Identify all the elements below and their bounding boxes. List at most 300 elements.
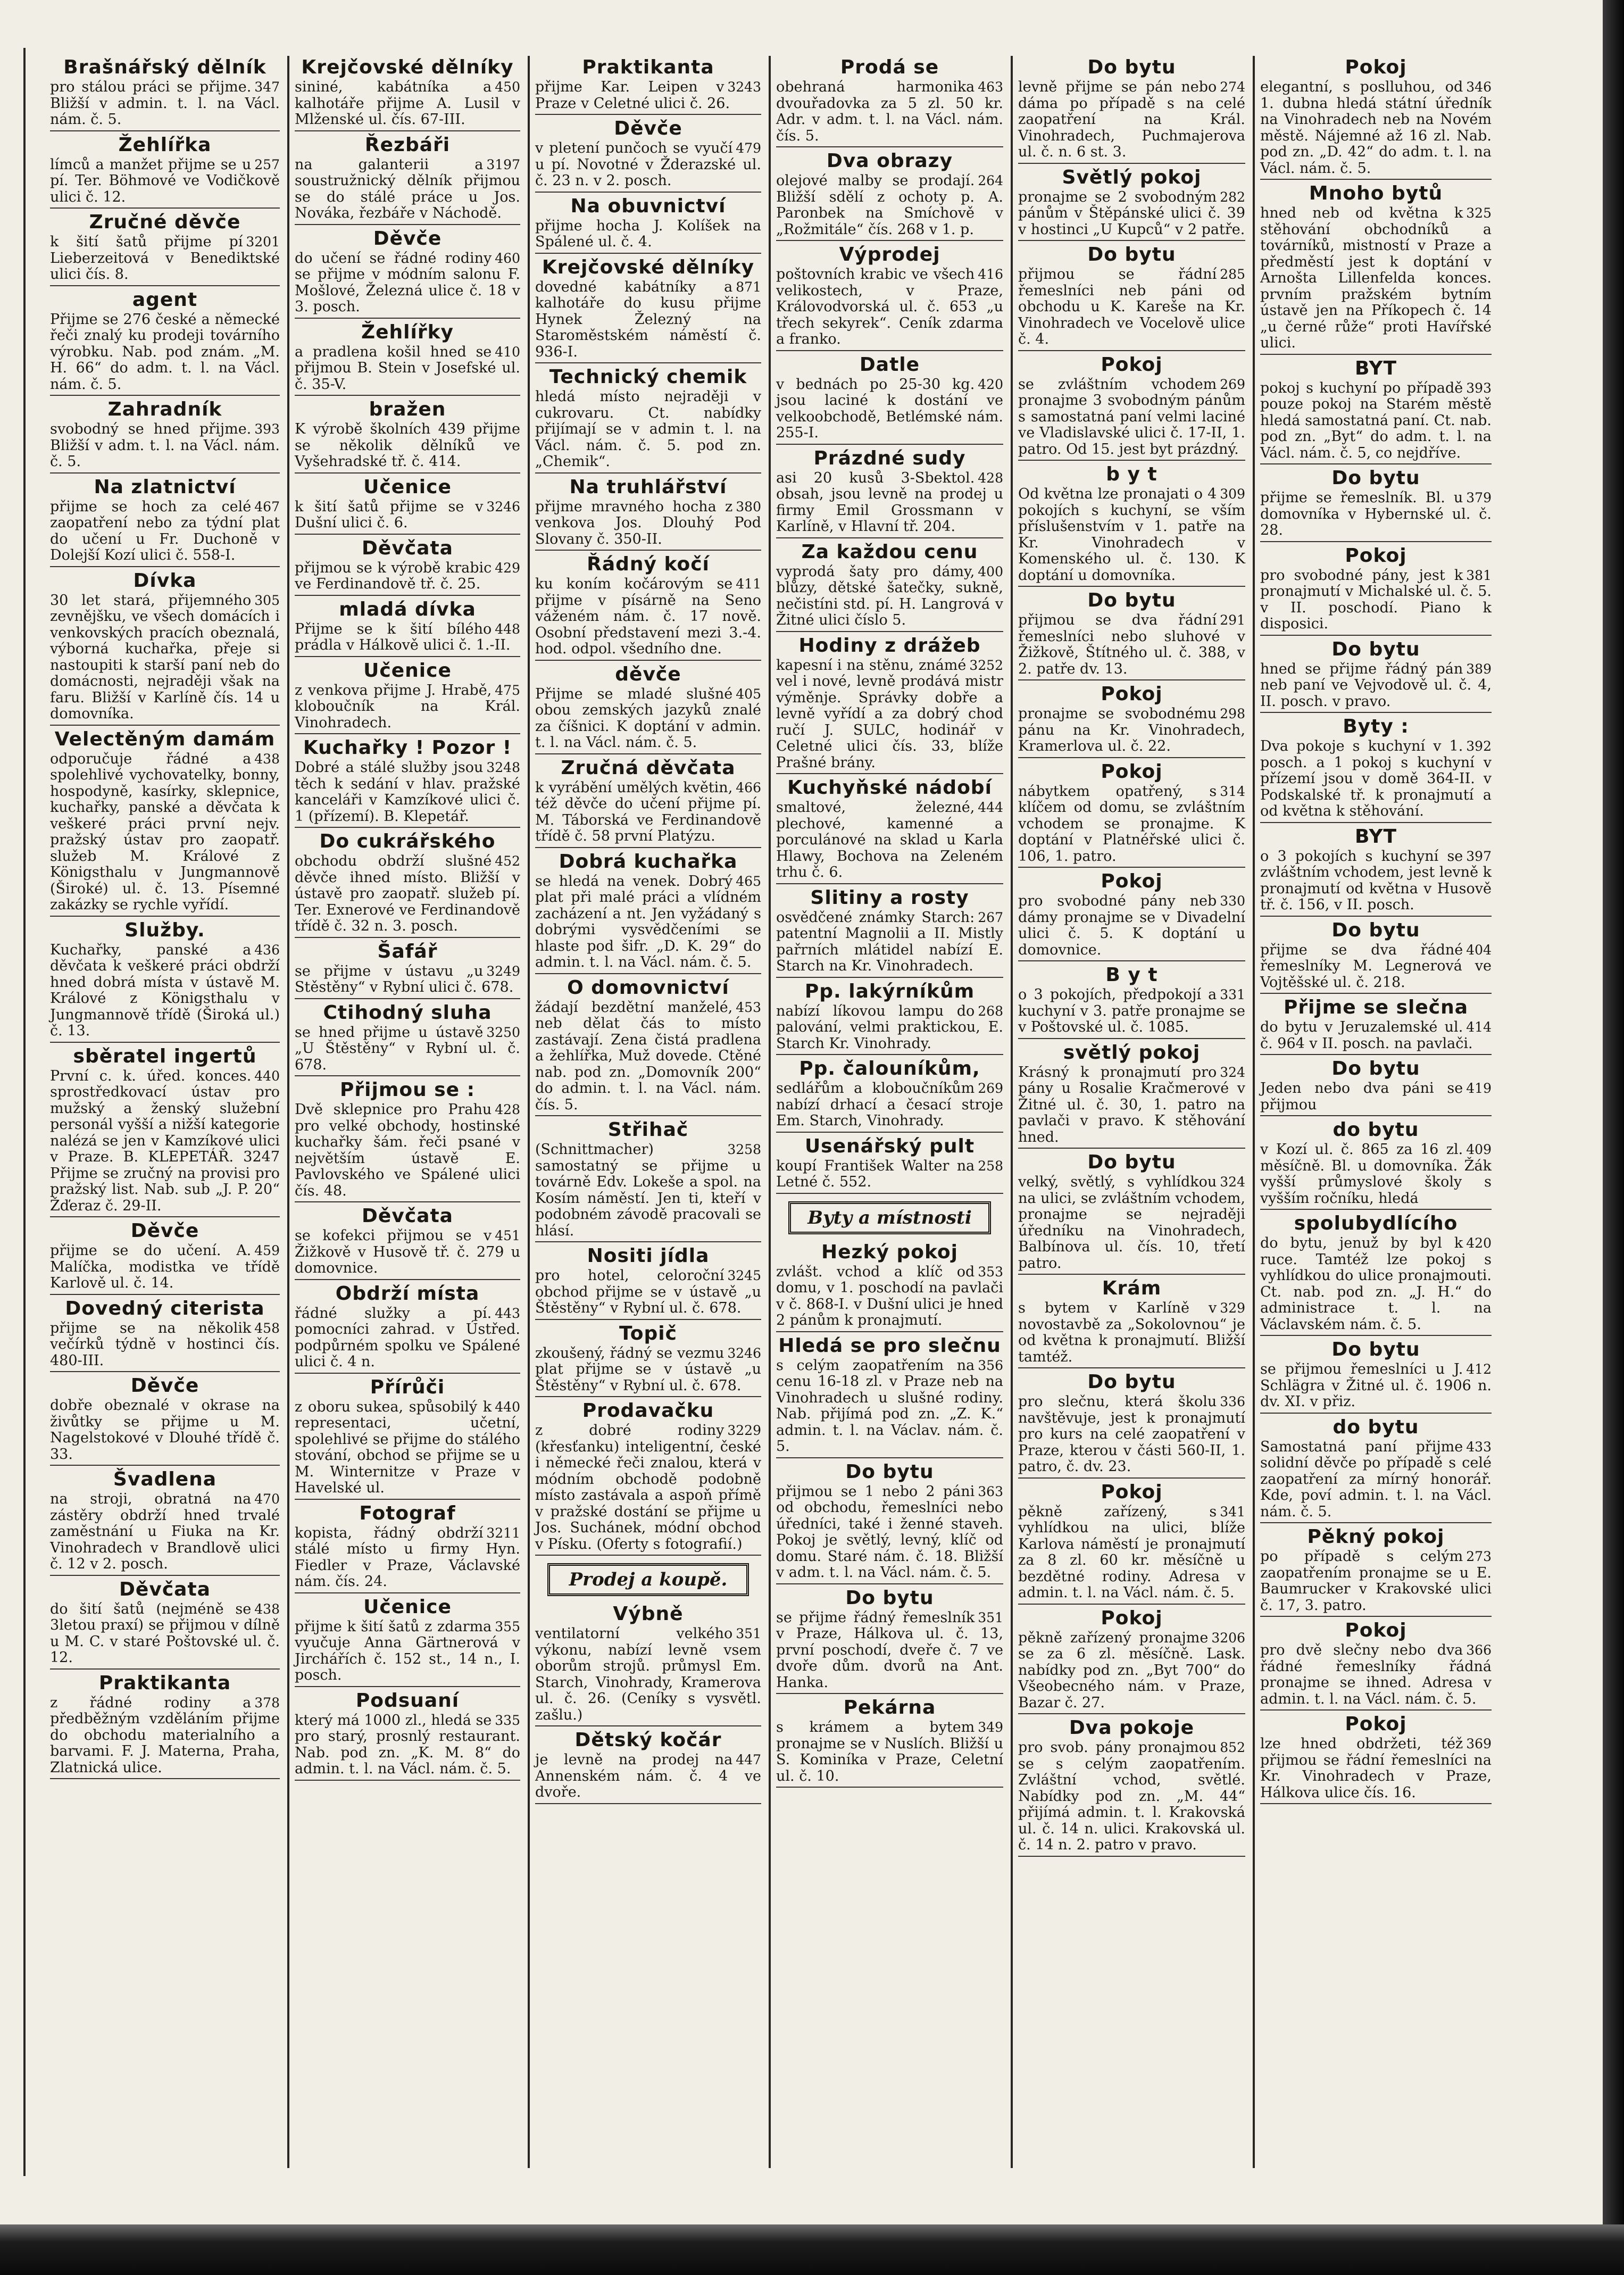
- ad-text: 460 do učení se řádné rodiny se přijme v módním salonu F. Mošlové, Železná ulice č. 18 v 3. posch.: [295, 250, 520, 315]
- ad-text: 405 Přijme se mladé slušné obou zemských jazyků znalé za číšnici. K doptání v admin. t. l. na Václ. nám. č. 5.: [535, 685, 761, 751]
- ad-heading: Děvče: [614, 118, 682, 139]
- classified-ad: [535, 1246, 761, 1320]
- classified-ad: [1260, 358, 1492, 465]
- ad-text: 274 levně přijme se pán nebo dáma po případě s na celé zaopatření na Král. Vinohradech, Puchmajerova ul. č. n. 6 st. 3.: [1018, 79, 1245, 160]
- classified-ad: [1018, 464, 1245, 587]
- classified-ad: [1018, 965, 1245, 1039]
- ad-number: 3243: [727, 79, 761, 95]
- classified-ad: [1260, 639, 1492, 713]
- ad-number: 433: [1466, 1439, 1492, 1455]
- ad-heading: Do bytu: [1331, 1339, 1420, 1360]
- ad-number: 309: [1220, 486, 1245, 502]
- ad-heading: Prázdné sudy: [813, 447, 966, 469]
- ad-text: 440 První c. k. úřed. konces. sprostředkovací ústav pro mužský a ženský služební personál vyšší a nižší kategorie nalézá se jen v Kamzíkové ulici v Praze. B. KLEPETÁŘ. 3247 Přijme se zručný na provisi pro pražský list. Nab. sub „J. P. 20“ Žďeraz č. 29-II.: [50, 1067, 280, 1214]
- ad-heading: Šafář: [377, 940, 438, 962]
- classified-ad: [1260, 920, 1492, 994]
- ad-text: 475 z venkova přijme J. Hrabě, kloboučník na Král. Vinohradech.: [295, 682, 520, 731]
- ad-number: 3250: [486, 1024, 520, 1040]
- classified-ad: [1018, 57, 1245, 164]
- ad-heading: Pokoj: [1101, 1481, 1163, 1503]
- ad-number: 412: [1466, 1361, 1492, 1377]
- classified-ad: [1018, 684, 1245, 758]
- ad-number: 420: [1466, 1235, 1492, 1251]
- ad-number: 264: [978, 173, 1003, 188]
- ad-number: 393: [254, 421, 280, 437]
- ad-heading: Na zlatnictví: [94, 476, 236, 498]
- column-6: [1257, 56, 1499, 2168]
- ad-heading: Pp. čalouníkům,: [799, 1058, 980, 1080]
- classified-ad: [1260, 183, 1492, 355]
- ad-text: 379 přijme se řemeslník. Bl. u domovníka v Hybernské ul. č. 28.: [1260, 489, 1492, 538]
- ad-text: 369 lze hned obdržeti, též přijmou se řádní řemeslníci na Kr. Vinohradech v Praze, Hálkova ulice čís. 16.: [1260, 1736, 1492, 1801]
- ad-text: 3258 (Schnittmacher) samostatný se přijme u továrně Edv. Lokeše a spol. na Kosím náměstí. Jen ti, kteří v podobném závodě pracovali se hlásí.: [535, 1141, 761, 1239]
- ad-text: 393 svobodný se hned přijme. Bližší v adm. t. l. na Václ. nám. č. 5.: [50, 421, 280, 470]
- ad-text: 429 přijmou se k výrobě krabic ve Ferdinandově tř. č. 25.: [295, 559, 520, 592]
- ad-heading: Do bytu: [845, 1587, 934, 1609]
- ad-text: 282 pronajme se 2 svobodným pánům v Štěpánské ulici č. 39 v hostinci „U Kupců“ v 2 patře.: [1018, 188, 1245, 238]
- classified-ad: [535, 1604, 761, 1726]
- ad-heading: BYT: [1354, 825, 1397, 848]
- ad-number: 378: [254, 1695, 280, 1711]
- classified-ad: [50, 1469, 280, 1576]
- classified-ad: [776, 1136, 1003, 1194]
- ad-text: 458 přijme se na několik večírků týdně v hostinci čís. 480-III.: [50, 1319, 280, 1369]
- classified-ad: [1018, 1608, 1245, 1715]
- ad-text: 331 o 3 pokojích, předpokojí a kuchyní v 3. patře pronajme se v Poštovské ul. č. 1085.: [1018, 986, 1245, 1035]
- ad-number: 305: [254, 592, 280, 608]
- ad-heading: do bytu: [1332, 1416, 1419, 1438]
- ad-number: 397: [1466, 848, 1492, 864]
- ad-text: 3252 kapesní i na stěnu, známé vel i nové, levně prodává mistr výměnje. Správky dobře a levně vyřídí a za dobrý chod ručí J. SULC, hodinář v Celetné ulici čís. 33, blíže Prašné brány.: [776, 657, 1003, 771]
- ad-number: 429: [495, 560, 520, 576]
- ad-text: 309 Od května lze pronajati o 4 pokojích s kuchyní, se vším příslušenstvím v 1. patře na Kr. Vinohradech v Komenského ul. č. 130. K doptání u domovníka.: [1018, 486, 1245, 584]
- ad-text: 258 koupí František Walter na Letné č. 552.: [776, 1157, 1003, 1190]
- classified-ad: [295, 737, 520, 828]
- ad-text: 470 na stroji, obratná na zástěry obdrží hned trvalé zaměstnání u Fiuka na Kr. Vinohradech v Brandlově ulici č. 12 v 2. posch.: [50, 1491, 280, 1572]
- ad-number: 381: [1466, 567, 1492, 583]
- classified-ad: [1260, 1058, 1492, 1116]
- ad-text: 380 přijme mravného hocha z venkova Jos. Dlouhý Pod Slovany č. 350-II.: [535, 498, 761, 547]
- ad-heading: Pokoj: [1345, 1620, 1407, 1641]
- ad-heading: Za každou cenu: [801, 541, 978, 563]
- ad-number: 335: [495, 1712, 520, 1728]
- ad-text: 314 nábytkem opatřený, s klíčem od domu, se zvláštním vchodem se pronajme. K doptání v Platnéřské ulici č. 106, 1. patro.: [1018, 783, 1245, 865]
- ad-heading: Do bytu: [1087, 1371, 1176, 1393]
- column-5: [1015, 56, 1255, 2168]
- ad-text: 257 límců a manžet přijme se u pí. Ter. Böhmové ve Vodičkově ulici č. 12.: [50, 156, 280, 205]
- ad-text: 3211 kopista, řádný obdrží stálé místo u firmy Hyn. Fiedler v Praze, Václavské nám. čís. 24.: [295, 1524, 520, 1590]
- ad-number: 356: [978, 1357, 1003, 1373]
- ad-number: 257: [254, 156, 280, 172]
- ad-text: 465 se hledá na venek. Dobrý plat při malé práci a vlídném zacházení a nt. Jen vyžádaný s dobrými vysvědčeními se hlaste pod šifr. „D. K. 29“ do admin. t. l. na Václ. nám. č. 5.: [535, 873, 761, 970]
- classified-ad: [535, 1400, 761, 1556]
- ad-number: 450: [495, 79, 520, 95]
- ad-text: 355 přijme k šití šatů z zdarma vyučuje Anna Gärtnerová v Jirchářích č. 152 st., 14 n., I. posch.: [295, 1618, 520, 1683]
- classified-ad: [1260, 1620, 1492, 1711]
- classified-ad: [776, 1058, 1003, 1133]
- classified-ad: [776, 151, 1003, 241]
- ad-heading: Na obuvnictví: [570, 195, 726, 217]
- classified-ad: [295, 831, 520, 938]
- ad-number: 380: [736, 499, 761, 514]
- classified-ad: [50, 1375, 280, 1466]
- ad-text: 363 přijmou se 1 nebo 2 páni od obchodu, řemeslníci nebo úředníci, také i ženné staveh. Pokoj je světlý, levný, klíč od domu. Staré nám. č. 18. Bližší v adm. t. l. na Václ. nám. č. 5.: [776, 1483, 1003, 1581]
- ad-text: 3197 na galanterii a soustružnický dělník přijmou se do stálé práce u Jos. Nováka, řezbáře v Náchodě.: [295, 156, 520, 221]
- classified-ad: [1260, 997, 1492, 1055]
- ad-text: 852 pro svob. pány pronajmou se s celým zaopatřením. Zvláštní vchod, světlé. Nabídky pod zn. „M. 44“ přijímá admin. t. l. Krakovská ul. č. 14 n. ulici. Krakovská ul. č. 14 n. 2. patro v pravo.: [1018, 1739, 1245, 1853]
- ad-text: 392 Dva pokoje s kuchyní v 1. posch. a 1 pokoj s kuchyní v přízemí jsou v domě 364-II. v Podskalské tř. k pronajmutí a od května k stěhování.: [1260, 738, 1492, 819]
- ad-number: 349: [978, 1720, 1003, 1735]
- classified-ad: [776, 635, 1003, 775]
- classified-ad: [1018, 1482, 1245, 1605]
- ad-text: 419 Jeden nebo dva páni se přijmou: [1260, 1080, 1492, 1113]
- column-2: [292, 56, 530, 2168]
- ad-text: přijme hocha J. Kolíšek na Spálené ul. č. 4.: [535, 217, 761, 250]
- ad-text: dobře obeznalé v okrase na živůtky se přijme u M. Nagelstokové v Dlouhé třídě č. 33.: [50, 1397, 280, 1463]
- ad-number: 336: [1220, 1394, 1245, 1409]
- ad-number: 453: [736, 999, 761, 1015]
- classified-ad: [1260, 1213, 1492, 1336]
- ad-number: 409: [1466, 1142, 1492, 1157]
- ad-heading: Pokoj: [1101, 870, 1163, 892]
- ad-number: 324: [1220, 1064, 1245, 1080]
- ad-number: 331: [1220, 987, 1245, 1002]
- ad-text: K výrobě školních 439 přijme se několik dělníků ve Vyšehradské tř. č. 414.: [295, 421, 520, 470]
- ad-heading: Do bytu: [845, 1460, 934, 1483]
- classified-ad: [1018, 167, 1245, 242]
- classified-ad: [50, 477, 280, 567]
- ad-heading: b y t: [1106, 463, 1157, 485]
- ad-heading: Topič: [619, 1322, 677, 1344]
- ad-heading: Zručné děvče: [89, 211, 241, 233]
- ad-heading: Obdrží místa: [335, 1282, 480, 1305]
- ad-number: 389: [1466, 661, 1492, 677]
- ad-heading: Řádný kočí: [587, 553, 710, 575]
- ad-text: 451 se kofekci přijmou se v Žižkově v Husově tř. č. 279 u domovnice.: [295, 1227, 520, 1276]
- ad-number: 341: [1220, 1504, 1245, 1520]
- classified-ad: [776, 777, 1003, 884]
- classified-columns: [47, 56, 1589, 2168]
- ad-heading: Technický chemik: [549, 366, 747, 388]
- classified-ad: [776, 887, 1003, 978]
- classified-ad: [50, 729, 280, 917]
- ad-text: 3206 pěkně zařízený pronajme se za 6 zl. měsíčně. Lask. nabídky pod zn. „Byt 700“ do Všeobecného nám. v Praze, Bazar č. 27.: [1018, 1629, 1245, 1711]
- ad-heading: bražen: [369, 398, 446, 420]
- classified-ad: [295, 538, 520, 596]
- classified-ad: [1260, 1339, 1492, 1414]
- ad-number: 419: [1466, 1081, 1492, 1096]
- ad-number: 463: [978, 79, 1003, 95]
- ad-text: 305 30 let stará, přijemného zevnějšku, ve všech domácích i venkovských pracích obeznalá, výborná kuchařka, přeje si nastoupiti k starší paní neb do domácnosti, nejraději však na faru. Bližší v Karlíně čís. 14 u domovníka.: [50, 592, 280, 722]
- classified-ad: [1260, 716, 1492, 823]
- classified-ad: [776, 1697, 1003, 1788]
- ad-text: 356 s celým zaopatřením na cenu 16-18 zl. v Praze neb na Vinohradech u slušné rodiny. Nab. přijímá pod zn. „Z. K.“ admin. t. l. na Václav. nám. č. 5.: [776, 1357, 1003, 1455]
- ad-heading: agent: [132, 288, 198, 311]
- classified-ad: [776, 57, 1003, 147]
- ad-heading: Přijmou se :: [340, 1079, 475, 1101]
- ad-number: 438: [254, 751, 280, 767]
- ad-text: 336 pro slečnu, která školu navštěvuje, jest k pronajmutí pro kurs na celé zaopatření v Praze, kterou v části 560-II, 1. patro, č. dv. 23.: [1018, 1393, 1245, 1475]
- classified-ad: [535, 257, 761, 364]
- left-margin-rule: [23, 48, 26, 2176]
- ad-heading: děvče: [615, 663, 681, 685]
- ad-heading: Velectěným damám: [54, 728, 276, 750]
- ad-number: 448: [495, 621, 520, 637]
- ad-text: 440 z oboru sukea, spůsobilý k representaci, učetní, spolehlivé se přijme do stálého stování, obchod se přijme se u M. Winternitze v Praze v Havelské ul.: [295, 1398, 520, 1496]
- ad-heading: Nositi jídla: [587, 1245, 710, 1267]
- ad-number: 3201: [246, 234, 280, 250]
- ad-heading: Byty :: [1343, 716, 1409, 737]
- ad-heading: Střihač: [607, 1119, 689, 1141]
- classified-ad: [295, 1002, 520, 1077]
- ad-text: 267 osvědčené známky Starch: patentní Magnolii a II. Mistly pařrních mlátidel nabízí E. Starch na Kr. Vinohradech.: [776, 909, 1003, 974]
- ad-number: 475: [495, 682, 520, 698]
- ad-text: 330 pro svobodné pány neb dámy pronajme se v Divadelní ulici č. 5. K doptání u domovnice.: [1018, 893, 1245, 958]
- ad-heading: O domovnictví: [567, 976, 729, 999]
- ad-text: 420 do bytu, jenuž by byl k ruce. Tamtéž lze pokoj s vyhlídkou do ulice pronajmouti. Ct. nab. pod zn. „J. H.“ do administrace t. l. na Václavském nám. č. 5.: [1260, 1235, 1492, 1333]
- ad-heading: Hledá se pro slečnu: [778, 1334, 1001, 1357]
- ad-heading: Na truhlářství: [569, 476, 727, 498]
- classified-ad: [535, 118, 761, 193]
- classified-ad: [1018, 244, 1245, 351]
- classified-ad: [776, 1462, 1003, 1584]
- ad-number: 273: [1466, 1549, 1492, 1564]
- classified-ad: [295, 135, 520, 225]
- ad-heading: Praktikanta: [98, 1672, 231, 1694]
- ad-text: 447 je levně na prodej na Annenském nám. č. 4 ve dvoře.: [535, 1751, 761, 1800]
- ad-number: 379: [1466, 490, 1492, 505]
- classified-ad: [50, 570, 280, 726]
- ad-number: 3252: [969, 657, 1003, 673]
- ad-number: 3246: [727, 1345, 761, 1361]
- ad-heading: Mnoho bytů: [1309, 182, 1443, 204]
- classified-ad: [50, 212, 280, 286]
- ad-heading: Švadlena: [113, 1468, 217, 1490]
- ad-heading: Pokoj: [1345, 56, 1407, 78]
- classified-ad: [776, 542, 1003, 632]
- classified-ad: [295, 1080, 520, 1202]
- ad-number: 440: [254, 1068, 280, 1084]
- ad-number: 404: [1466, 942, 1492, 958]
- ad-text: 416 poštovních krabic ve všech velikostech, v Praze, Královodvorská ul. č. 653 „u třech sekyrek“. Ceník zdarma a franko.: [776, 266, 1003, 347]
- classified-ad: [1018, 1042, 1245, 1149]
- ad-number: 314: [1220, 783, 1245, 799]
- classified-ad: [295, 599, 520, 657]
- classified-ad: [776, 354, 1003, 445]
- ad-number: 369: [1466, 1736, 1492, 1751]
- classified-ad: [50, 1673, 280, 1780]
- classified-ad: [1260, 1526, 1492, 1617]
- classified-ad: [776, 1335, 1003, 1458]
- ad-number: 298: [1220, 706, 1245, 721]
- ad-text: 324 Krásný k pronajmutí pro pány u Rosalie Kračmerové v Žitné ul. č. 30, 1. patro na pavlači v pravo. K stěhování hned.: [1018, 1064, 1245, 1145]
- ad-heading: Pokoj: [1101, 683, 1163, 705]
- ad-text: 335 který má 1000 zl., hledá se pro starý, prosnlý restaurant. Nab. pod zn. „K. M. 8“ do admin. t. l. na Václ. nám. č. 5.: [295, 1712, 520, 1777]
- ad-heading: Děvče: [373, 227, 442, 250]
- ad-text: 400 vyprodá šaty pro dámy, blůzy, dětské šatečky, sukně, nečistíni std. pí. H. Langrová v Žitné ulici číslo 5.: [776, 563, 1003, 628]
- ad-heading: Dva obrazy: [826, 150, 953, 172]
- ad-heading: Do bytu: [1087, 1151, 1176, 1173]
- ad-number: 268: [978, 1003, 1003, 1019]
- ad-text: 459 přijme se do učení. A. Malíčka, modistka ve třídě Karlově ul. č. 14.: [50, 1242, 280, 1291]
- classified-ad: [776, 244, 1003, 351]
- ad-heading: Učenice: [363, 659, 452, 682]
- ad-text: 366 pro dvě slečny nebo dva řádné řemeslníky řádná pronajme se ihned. Adresa v admin. t. l. na Václ. nám. č. 5.: [1260, 1642, 1492, 1707]
- ad-heading: Do bytu: [1331, 467, 1420, 489]
- ad-heading: Služby.: [124, 919, 205, 941]
- ad-text: 349 s krámem a bytem pronajme se v Nuslích. Bližší u S. Kominíka v Praze, Celetní ul. č. 10.: [776, 1719, 1003, 1784]
- ad-number: 351: [978, 1609, 1003, 1625]
- ad-text: 3246 zkoušený, řádný se vezmu plat přijme se v ústavě „u Štěstěny“ v Rybní ul. č. 678.: [535, 1344, 761, 1394]
- ad-heading: Datle: [859, 353, 920, 376]
- ad-text: 409 v Kozí ul. č. 865 za 16 zl. měsíčně. Bl. u domovníka. Žák vyšší průmyslové školy s vyšším ročníku, hledá: [1260, 1141, 1492, 1207]
- classified-ad: [1260, 57, 1492, 180]
- classified-ad: [535, 851, 761, 974]
- ad-text: 264 olejové malby se prodají. Bližší sdělí z ochoty p. A. Paronbek na Smíchově v „Rožmitále“ čís. 268 v 1. p.: [776, 172, 1003, 238]
- ad-heading: Kuchyňské nádobí: [787, 777, 992, 799]
- ad-number: 291: [1220, 612, 1245, 628]
- ad-number: 3211: [486, 1525, 520, 1541]
- ad-heading: Podsuaní: [355, 1689, 460, 1712]
- ad-text: 291 přijmou se dva řádní řemeslníci nebo sluhové v Žižkově, Štítného ul. č. 388, v 2. patře dv. 13.: [1018, 612, 1245, 677]
- ad-number: 444: [978, 800, 1003, 815]
- ad-text: 298 pronajme se svobodnému pánu na Kr. Vinohradech, Kramerlova ul. č. 22.: [1018, 705, 1245, 754]
- classified-ad: [1018, 761, 1245, 868]
- ad-heading: Přírůči: [370, 1376, 445, 1398]
- classified-ad: [1260, 1119, 1492, 1210]
- ad-text: Přijme se 276 české a německé řeči znalý ku prodeji továrního výrobku. Nab. pod znám. „M. H. 66“ do adm. t. l. na Václ. nám. č. 5.: [50, 311, 280, 393]
- ad-number: 355: [495, 1618, 520, 1634]
- ad-number: 351: [736, 1626, 761, 1641]
- ad-heading: Brašnářský dělník: [63, 56, 266, 78]
- ad-heading: Do bytu: [1087, 56, 1176, 78]
- section-label-box: Prodej a koupě.: [547, 1563, 749, 1596]
- ad-heading: B y t: [1105, 964, 1158, 986]
- scan-edge-right: [1603, 0, 1624, 2275]
- ad-heading: Děvče: [130, 1375, 199, 1397]
- ad-heading: Pokoj: [1345, 544, 1407, 567]
- ad-heading: Kuchařky ! Pozor !: [303, 737, 512, 759]
- ad-heading: Do bytu: [1087, 589, 1176, 611]
- ad-text: 285 přijmou se řádní řemeslníci neb páni od obchodu u K. Kareše na Kr. Vinohradech ve Vocelově ulice č. 4.: [1018, 266, 1245, 347]
- ad-text: 428 asi 20 kusů 3-Sbektol. obsah, jsou levně na prodej u firmy Emil Grossmann v Karlíně, v Hlavní tř. 204.: [776, 469, 1003, 535]
- ad-text: 404 přijme se dva řádné řemeslníky M. Legnerová ve Vojtěšské ul. č. 218.: [1260, 941, 1492, 991]
- ad-text: 3250 se hned přijme u ústavě „U Štěstěny“ v Rybní ul. č. 678.: [295, 1024, 520, 1073]
- ad-number: 443: [495, 1305, 520, 1321]
- ad-text: 341 pěkně zařízený, s vyhlídkou na ulici, blíže Karlova náměstí je pronajmutí za 8 zl. 60 kr. měsíčně u bezdětné rodiny. Adresa v admin. t. l. na Václ. nám. č. 5.: [1018, 1503, 1245, 1601]
- ad-heading: Dva pokoje: [1069, 1717, 1195, 1739]
- ad-number: 325: [1466, 205, 1492, 221]
- classified-ad: [535, 196, 761, 254]
- ad-number: 366: [1466, 1642, 1492, 1658]
- ad-number: 459: [254, 1243, 280, 1258]
- ad-heading: Fotograf: [359, 1502, 456, 1524]
- ad-number: 400: [978, 563, 1003, 579]
- ad-heading: Dobrá kuchařka: [559, 850, 738, 873]
- ad-number: 467: [254, 499, 280, 514]
- classified-ad: [1260, 468, 1492, 542]
- ad-number: 479: [736, 140, 761, 156]
- classified-ad: [295, 1283, 520, 1374]
- ad-number: 458: [254, 1320, 280, 1336]
- ad-text: 479 v pletení punčoch se vyučí u pí. Novotné v Žderazské ul. č. 23 n. v 2. posch.: [535, 140, 761, 189]
- ad-number: 3249: [486, 963, 520, 979]
- ad-number: 447: [736, 1752, 761, 1767]
- ad-number: 392: [1466, 738, 1492, 754]
- ad-number: 393: [1466, 380, 1492, 396]
- ad-text: 452 obchodu obdrží slušné děvče ihned místo. Bližší v ústavě pro zaopatř. služeb pí. Ter. Exnerové ve Ferdinandově třídě č. 32 n. 3. posch.: [295, 853, 520, 934]
- column-3: [532, 56, 771, 2168]
- ad-number: 3258: [727, 1142, 761, 1157]
- ad-number: 440: [495, 1399, 520, 1415]
- ad-heading: Do cukrářského: [319, 831, 496, 852]
- ad-text: 351 ventilatorní velkého výkonu, nabízí levně vsem oborům strojů. průmysl Em. Starch, Vinohrady, Kramerova ul. č. 26. (Ceníky s vysvětl. zašlu.): [535, 1625, 761, 1723]
- ad-number: 346: [1466, 79, 1492, 95]
- classified-ad: [1018, 1278, 1245, 1368]
- ad-number: 452: [495, 853, 520, 869]
- classified-ad: [776, 1242, 1003, 1332]
- column-4: [773, 56, 1013, 2168]
- ad-text: 346 elegantní, s poslluhou, od 1. dubna hledá státní úředník na Vinohradech neb na Novém městě. Nájemné až 16 zl. Nab. pod zn. „D. 42“ do adm. t. l. na Václ. nám. č. 5.: [1260, 79, 1492, 177]
- ad-heading: Krejčovské dělníky: [301, 56, 514, 78]
- ad-heading: Praktikanta: [582, 56, 714, 78]
- classified-ad: [50, 1220, 280, 1295]
- ad-heading: Pp. lakýrníkům: [804, 980, 975, 1002]
- ad-text: 329 s bytem v Karlíně v novostavbě za „Sokolovnou“ je od května k pronajmutí. Bližší tamtéž.: [1018, 1300, 1245, 1365]
- ad-number: 3206: [1211, 1630, 1245, 1646]
- ad-text: 428 Dvě sklepnice pro Prahu pro velké obchody, hostinské kuchařky šám. řeči psané v největším ústavě E. Pavlovského ve Spálené ulici čís. 48.: [295, 1101, 520, 1199]
- classified-ad: [295, 228, 520, 319]
- ad-text: 268 nabízí líkovou lampu do palování, velmi praktickou, E. Starch Kr. Vinohrady.: [776, 1002, 1003, 1052]
- classified-ad: [295, 660, 520, 735]
- ad-heading: Přijme se slečna: [1283, 997, 1469, 1018]
- classified-ad: [1018, 1372, 1245, 1479]
- classified-ad: [535, 57, 761, 115]
- ad-text: 467 přijme se hoch za celé zaopatření nebo za týdní plat do učení u Fr. Duchoně v Dolejší Kozí ulici č. 558-I.: [50, 498, 280, 563]
- classified-ad: [1260, 826, 1492, 917]
- ad-text: 411 ku koním kočárovým se přijme v písárně na Seno váženém nám. č. 17 nově. Osobní představení mezi 3.-4. hod. odpol. všedního dne.: [535, 576, 761, 657]
- ad-text: 347 pro stálou práci se přijme. Bližší v admin. t. l. na Václ. nám. č. 5.: [50, 79, 280, 128]
- ad-number: 3197: [486, 156, 520, 172]
- ad-number: 267: [978, 909, 1003, 925]
- classified-ad: [1018, 1717, 1245, 1857]
- ad-heading: Výbně: [613, 1603, 684, 1625]
- ad-number: 428: [495, 1102, 520, 1117]
- ad-heading: Pěkný pokoj: [1307, 1526, 1445, 1548]
- ad-text: 269 se zvláštním vchodem pronajme 3 svobodným pánům s samostatná paní velmi laciné ve Vladislavské ulici č. 17-II, 1. patro. Od 15. jest byt prázdný.: [1018, 376, 1245, 458]
- column-1: [47, 56, 289, 2168]
- ad-number: 330: [1220, 893, 1245, 909]
- ad-text: 378 z řádné rodiny a předběžným vzděláním přijme do obchodu materialního a barvami. F. J. Materna, Praha, Zlatnická ulice.: [50, 1694, 280, 1776]
- ad-text: 269 sedlářům a kloboučníkům nabízí drhací a česací stroje Em. Starch, Vinohrady.: [776, 1080, 1003, 1129]
- ad-heading: Krejčovské dělníky: [542, 256, 755, 278]
- ad-heading: Pokoj: [1101, 353, 1163, 376]
- ad-number: 282: [1220, 189, 1245, 205]
- ad-heading: Žehlířka: [118, 134, 212, 156]
- ad-heading: Krám: [1102, 1277, 1162, 1299]
- ad-heading: Pekárna: [843, 1697, 936, 1718]
- ad-heading: do bytu: [1332, 1119, 1419, 1141]
- ad-heading: Do bytu: [1087, 244, 1176, 265]
- ad-number: 3229: [727, 1423, 761, 1438]
- ad-number: 428: [978, 470, 1003, 486]
- ad-text: 324 velký, světlý, s vyhlídkou na ulici, se zvláštním vchodem, pronajme se nejraději úředníku na Vinohradech, Balbínova ul. čís. 10, třetí patro.: [1018, 1174, 1245, 1272]
- ad-number: 274: [1220, 79, 1245, 95]
- ad-heading: Učenice: [363, 1596, 452, 1618]
- classified-ad: [295, 1597, 520, 1687]
- classified-ad: [776, 1588, 1003, 1695]
- ad-heading: Do bytu: [1331, 919, 1420, 941]
